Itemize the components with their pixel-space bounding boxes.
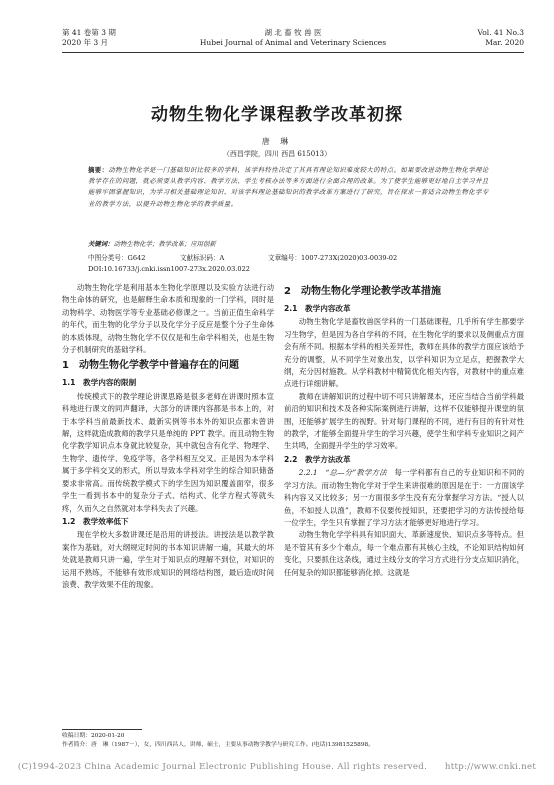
section-2-2-1-paragraph [284, 467, 524, 529]
cnki-watermark: (C)1994-2023 China Academic Journal Electronic Publishing House. All rights reserved. http://www.cnki.net [17, 762, 537, 772]
section-2-2-heading: 2.2 教学方法改革 [284, 454, 351, 464]
publish-date: 2020 年 3 月 [62, 38, 109, 47]
abstract-label: 摘要： [88, 166, 109, 174]
received-date: 收稿日期：2020-01-20 [62, 733, 125, 739]
document-code: 文献标识码：A [180, 254, 225, 262]
abstract [88, 165, 494, 210]
section-1-heading: 1 动物生物化学教学中普遍存在的问题 [62, 360, 239, 372]
section-2-1-paragraph-2: 教师在讲解知识的过程中切不可只讲解课本，还应当结合当前学科最前沿的知识和技术及各种实际案例进行讲解，这样不仅能够提升课堂的氛围，还能够扩展学生的视野。针对每门课程的不同，进行有目的有针对性的教学，才能够全面提升学生的学习兴趣，使学生和学科专业知识之间产生共鸣，全面提升学生的学习效率。 [284, 391, 524, 451]
keywords-text: 动物生物化学；教学改革；应用创新 [113, 240, 216, 248]
section-2-heading: 2 动物生物化学理论教学改革措施 [284, 286, 441, 297]
section-2-2-1-text: 每一学科都有自己的专业知识和不同的学习方法。而动物生物化学对于学生来讲很难的原因是在于：一方面该学科内容又又比较多；另一方面很多学生没有充分掌握学习方法。“授人以鱼，不如授人以渔”，教师不仅要传授知识，还要把学习的方法传授给每一位学生，学生只有掌握了学习方法才能够更好地进行学习。 [284, 468, 524, 527]
journal-name-cn: 湖 北 畜 牧 兽 医 [264, 28, 322, 37]
author-affiliation: （西昌学院，四川 西昌 615013） [222, 150, 332, 158]
section-1-2-heading: 1.2 教学效率低下 [62, 516, 129, 526]
left-column [62, 282, 274, 591]
section-1-1-heading: 1.1 教学内容的限制 [62, 378, 137, 388]
publish-date-en: Mar. 2020 [485, 38, 524, 47]
keywords-label: 关键词： [88, 240, 114, 248]
header-rule [62, 52, 524, 53]
keywords [88, 239, 494, 248]
clc-number: 中图分类号：G642 [88, 254, 146, 262]
section-2-1-paragraph: 动物生物化学是畜牧兽医学科的一门基础课程，几乎所有学生都要学习生物学，但是因为各自学科的不同，在生物化学的要求以及侧重点方面会有所不同。根据本学科的相关差异性，教师在具体的教学方面应该给予充分的调整，从不同学生对象出发，以学科知识为立足点，把握教学大纲，充分因材施教。从学科教材中精简优化相关内容，对教材中的重点难点进行详细讲解。 [284, 317, 524, 389]
running-header [62, 28, 524, 58]
doi: DOI:10.16733/j.cnki.issn1007-273x.2020.03.022 [88, 265, 250, 273]
intro-paragraph: 动物生物化学是利用基本生物化学原理以及实验方法进行动物生命体的研究，也是解释生命本质和现象的一门学科，同时是动物科学、动物医学等专业基础必修课之一。当前正值生命科学的年代，而生物的化学分子以及化学分子反应是整个分子生命体的本质体现，动物生物化学不仅仅是和生命学科相关，也是生物分子机制研究的基础学科。 [62, 283, 274, 355]
section-1-2-paragraph: 现在学校大多数讲课还是沿用的讲授法。讲授法是以教学教案作为基础，对大纲规定时间的书本知识讲解一遍，其最大的坏处就是教师只讲一遍，学生对于知识点的理解不到位，对知识的运用不熟练，不能够有效形成知识的网络结构图，最后造成时间浪费、教学效果不佳的现象。 [62, 530, 274, 589]
footnote-rule [62, 729, 142, 730]
section-1-1-paragraph: 传统模式下的教学理论讲课思路是很多老师在讲课时照本宣科地进行课文的同声翻译，大部分的讲课内容都是书本上的，对于本学科当前最新技术、最新实例等书本外的知识点都未曾讲解，这样就造成教师的教学只是单纯的 PPT 教学。而且动物生物化学教学知识点本身就比较复杂，其中就包含有化学、物理学、生物学、遗传学、免疫学等，各学科相互交叉。正是因为本学科属于多学科交叉的形式，所以导致本学科对学生的综合知识储备要求非常高。而传统教学模式下的学生因为知识覆盖面窄，很多学生一看到书本中的复杂分子式、结构式、化学方程式等就头疼，久而久之自然就对本学科失去了兴趣。 [62, 391, 274, 513]
abstract-text: 动物生物化学是一门基础知识比较多的学科，该学科特性决定了其具有理论知识难度较大的特点。如果要改进动物生物化学理论教学存在的问题，就必须要从教学内容、教学方法、学生考核办法等多方面进行全面合理的改革。为了使学生能够更好地自主学习并且能够牢固掌握知识，为学习相关基础理论知识、对该学科理论基础知识的教学改革方案进行了研究，旨在探求一套适合动物生物化学专业的教学方法，以提升动物生物化学的教学质量。 [88, 166, 489, 208]
volume-issue-en: Vol. 41 No.3 [477, 28, 524, 37]
section-2-2-1-label: 2.2.1 “总—分”教学方法 [298, 468, 387, 478]
paper-title: 动物生物化学课程教学改革初探 [151, 105, 403, 125]
author-bio: 作者简介：唐 琳（1987－），女，四川西昌人，讲师，硕士，主要从事动物学教学与研究工作。(电话)13981525898。 [62, 742, 375, 748]
volume-issue: 第 41 卷第 3 期 [62, 28, 116, 37]
right-column [284, 282, 524, 579]
header-center [62, 28, 524, 48]
journal-name-en: Hubei Journal of Animal and Veterinary Sciences [199, 38, 387, 47]
header-right [478, 28, 524, 48]
article-number: 文章编号：1007-273X(2020)03-0039-02 [268, 254, 398, 262]
author-name: 唐 琳 [261, 137, 293, 146]
section-2-2-1-paragraph-2: 动物生物化学学科具有知识面大、革新速度快、知识点多等特点。但是不管其有多少个难点，每一个难点都有其核心主线，不论知识结构如何变化，只要抓住这条线，通过主线分支的学习方式进行分支点知识消化，任何复杂的知识都能够消化掉。这就是 [284, 530, 524, 577]
section-2-1-heading: 2.1 教学内容改革 [284, 304, 351, 313]
